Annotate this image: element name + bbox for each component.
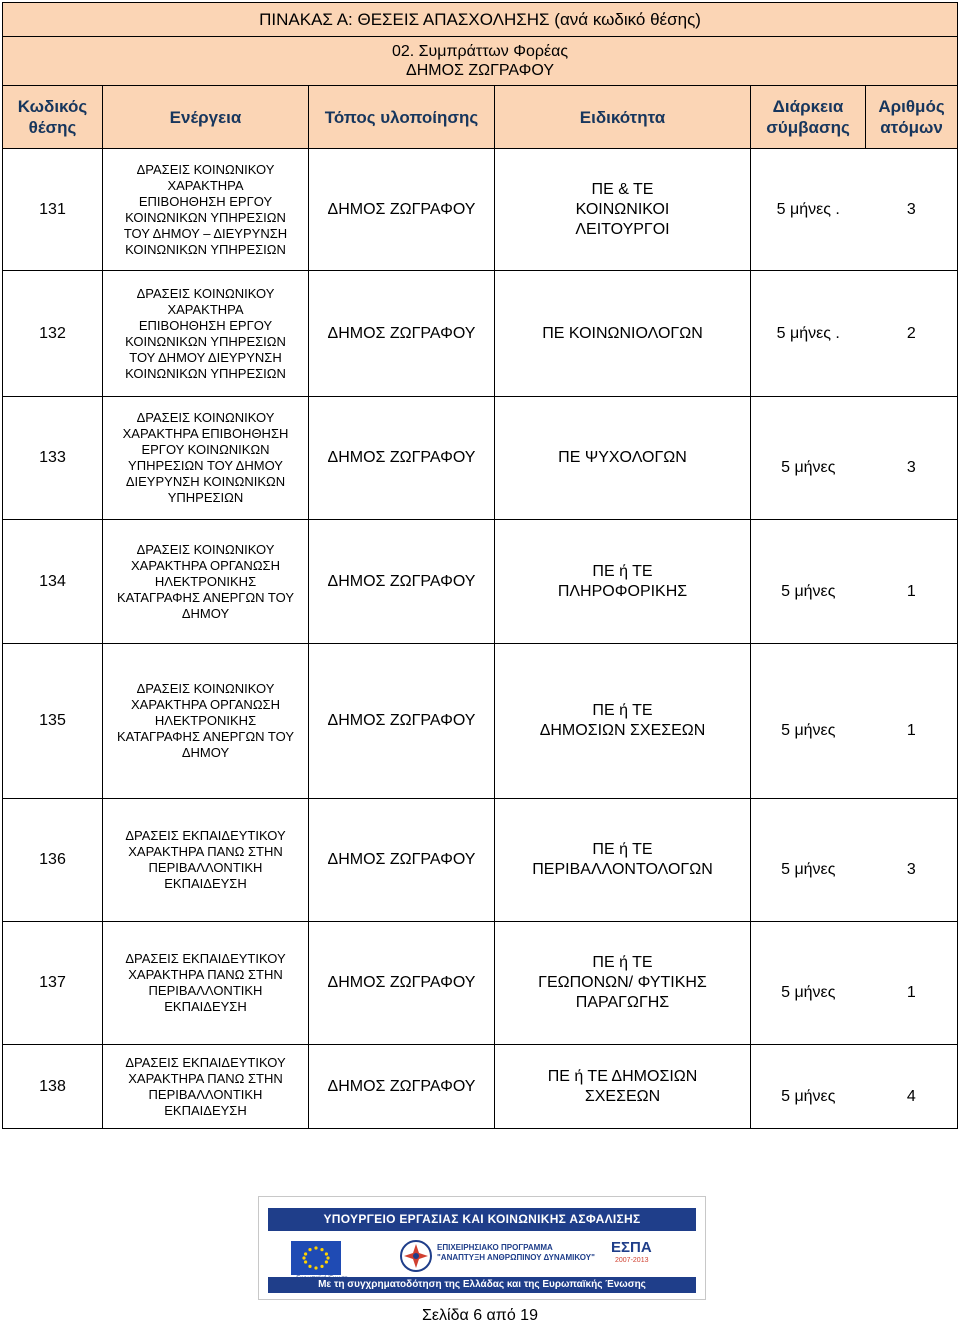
activity-line: ΗΛΕΚΤΡΟΝΙΚΗΣ: [154, 713, 257, 728]
activity-line: ΔΡΑΣΕΙΣ ΚΟΙΝΩΝΙΚΟΥ: [136, 410, 275, 425]
specialty-line: ΔΗΜΟΣΙΩΝ ΣΧΕΣΕΩΝ: [539, 722, 706, 739]
specialty-line: ΠΑΡΑΓΩΓΗΣ: [575, 994, 670, 1011]
activity-cell: [103, 397, 309, 520]
activity-line: ΔΡΑΣΕΙΣ ΕΚΠΑΙΔΕΥΤΙΚΟΥ: [125, 1054, 286, 1070]
activity-line: ΠΕΡΙΒΑΛΛΟΝΤΙΚΗ: [148, 860, 263, 875]
activity-line: ΔΡΑΣΕΙΣ ΕΚΠΑΙΔΕΥΤΙΚΟΥ: [125, 828, 286, 843]
table-row: [3, 520, 958, 644]
activity-line: ΚΟΙΝΩΝΙΚΩΝ ΥΠΗΡΕΣΙΩΝ: [125, 209, 286, 225]
location-cell: ΔΗΜΟΣ ΖΩΓΡΑΦΟΥ: [309, 922, 495, 1045]
activity-line: ΧΑΡΑΚΤΗΡΑ ΠΑΝΩ ΣΤΗΝ: [128, 967, 283, 982]
persons-value: 1: [906, 984, 916, 1001]
specialty-line: ΠΕ ή ΤΕ ΔΗΜΟΣΙΩΝ: [547, 1067, 698, 1085]
activity-line: ΕΚΠΑΙΔΕΥΣΗ: [164, 999, 247, 1014]
activity-line: ΕΠΙΒΟΗΘΗΣΗ ΕΡΓΟΥ: [138, 193, 273, 209]
duration-cell: [751, 799, 866, 922]
activity-line: ΧΑΡΑΚΤΗΡΑ: [167, 301, 244, 317]
duration-value: 5 μήνες: [781, 722, 836, 739]
specialty-cell: [495, 397, 751, 520]
duration-value: 5 μήνες: [781, 459, 836, 476]
location-cell: ΔΗΜΟΣ ΖΩΓΡΑΦΟΥ: [309, 397, 495, 520]
table-row: [3, 271, 958, 397]
position-code: 134: [3, 520, 103, 644]
activity-line: ΕΡΓΟΥ ΚΟΙΝΩΝΙΚΩΝ: [141, 442, 270, 457]
activity-cell: [103, 271, 309, 397]
location-cell: ΔΗΜΟΣ ΖΩΓΡΑΦΟΥ: [309, 149, 495, 271]
specialty-cell: [495, 644, 751, 799]
specialty-cell: [495, 149, 751, 271]
activity-line: ΗΛΕΚΤΡΟΝΙΚΗΣ: [154, 573, 257, 589]
duration-cell: [751, 271, 866, 397]
activity-cell: [103, 520, 309, 644]
persons-cell: [866, 1045, 958, 1129]
cofunding-note: Με τη συγχρηματοδότηση της Ελλάδας και της Ευρωπαϊκής Ένωσης: [268, 1277, 696, 1293]
persons-value: 3: [906, 861, 916, 878]
duration-value: 5 μήνες .: [776, 324, 840, 342]
location-cell: ΔΗΜΟΣ ΖΩΓΡΑΦΟΥ: [309, 271, 495, 397]
duration-value: 5 μήνες: [781, 861, 836, 878]
espa-logo: ΕΣΠΑ 2007-2013: [611, 1239, 652, 1264]
header-code: Κωδικός θέσης: [3, 86, 103, 149]
duration-cell: [751, 922, 866, 1045]
activity-line: ΚΟΙΝΩΝΙΚΩΝ ΥΠΗΡΕΣΙΩΝ: [125, 241, 286, 257]
activity-line: ΧΑΡΑΚΤΗΡΑ ΠΑΝΩ ΣΤΗΝ: [128, 844, 283, 859]
activity-line: ΧΑΡΑΚΤΗΡΑ ΠΑΝΩ ΣΤΗΝ: [128, 1070, 283, 1086]
header-activity: Ενέργεια: [103, 86, 309, 149]
activity-line: ΔΡΑΣΕΙΣ ΚΟΙΝΩΝΙΚΟΥ: [136, 681, 275, 696]
activity-cell: [103, 1045, 309, 1129]
persons-cell: [866, 644, 958, 799]
ministry-title: ΥΠΟΥΡΓΕΙΟ ΕΡΓΑΣΙΑΣ ΚΑΙ ΚΟΙΝΩΝΙΚΗΣ ΑΣΦΑΛΙΣΗΣ: [268, 1208, 696, 1231]
position-code: 137: [3, 922, 103, 1045]
persons-value: 3: [906, 459, 916, 476]
activity-line: ΥΠΗΡΕΣΙΩΝ ΤΟΥ ΔΗΜΟΥ: [128, 458, 283, 473]
activity-line: ΔΡΑΣΕΙΣ ΚΟΙΝΩΝΙΚΟΥ: [136, 541, 275, 557]
persons-cell: [866, 922, 958, 1045]
activity-cell: [103, 644, 309, 799]
specialty-line: ΠΕ ή ΤΕ: [592, 954, 653, 971]
activity-line: ΔΗΜΟΥ: [181, 745, 230, 760]
specialty-line: ΠΕ & ΤΕ: [591, 180, 654, 198]
table-row: [3, 644, 958, 799]
position-code: 136: [3, 799, 103, 922]
specialty-line: ΠΕ ΨΥΧΟΛΟΓΩΝ: [558, 449, 687, 466]
activity-line: ΠΕΡΙΒΑΛΛΟΝΤΙΚΗ: [148, 1086, 263, 1102]
location-cell: ΔΗΜΟΣ ΖΩΓΡΑΦΟΥ: [309, 799, 495, 922]
specialty-line: ΣΧΕΣΕΩΝ: [584, 1087, 661, 1105]
specialty-line: ΓΕΩΠΟΝΩΝ/ ΦΥΤΙΚΗΣ: [538, 974, 707, 991]
persons-cell: [866, 149, 958, 271]
table-row: [3, 149, 958, 271]
activity-cell: [103, 799, 309, 922]
header-location: Τόπος υλοποίησης: [309, 86, 495, 149]
activity-line: ΧΑΡΑΚΤΗΡΑ ΟΡΓΑΝΩΣΗ: [131, 697, 280, 712]
table-title: ΠΙΝΑΚΑΣ Α: ΘΕΣΕΙΣ ΑΠΑΣΧΟΛΗΣΗΣ (ανά κωδικό θέσης): [3, 3, 958, 37]
activity-line: ΧΑΡΑΚΤΗΡΑ: [167, 177, 244, 193]
column-headers: [3, 86, 958, 149]
program-name: ΕΠΙΧΕΙΡΗΣΙΑΚΟ ΠΡΟΓΡΑΜΜΑ "ΑΝΑΠΤΥΞΗ ΑΝΘΡΩΠΙΝΟΥ ΔΥΝΑΜΙΚΟΥ": [437, 1243, 595, 1262]
funding-banner: [258, 1196, 706, 1300]
program-logo-icon: [399, 1239, 433, 1273]
persons-cell: [866, 397, 958, 520]
position-code: 138: [3, 1045, 103, 1129]
duration-cell: [751, 397, 866, 520]
specialty-line: ΠΛΗΡΟΦΟΡΙΚΗΣ: [557, 582, 688, 600]
activity-cell: [103, 149, 309, 271]
persons-cell: [866, 799, 958, 922]
duration-cell: [751, 149, 866, 271]
specialty-cell: [495, 271, 751, 397]
specialty-line: ΠΕ ΚΟΙΝΩΝΙΟΛΟΓΩΝ: [542, 324, 703, 342]
location-cell: ΔΗΜΟΣ ΖΩΓΡΑΦΟΥ: [309, 520, 495, 644]
duration-cell: [751, 644, 866, 799]
duration-value: 5 μήνες: [781, 984, 836, 1001]
location-cell: ΔΗΜΟΣ ΖΩΓΡΑΦΟΥ: [309, 644, 495, 799]
activity-line: ΧΑΡΑΚΤΗΡΑ ΕΠΙΒΟΗΘΗΣΗ: [122, 426, 289, 441]
specialty-line: ΠΕ ή ΤΕ: [592, 562, 653, 580]
header-persons: Αριθμός ατόμων: [866, 86, 958, 149]
eu-flag-icon: [291, 1241, 341, 1275]
specialty-cell: [495, 922, 751, 1045]
activity-line: ΕΚΠΑΙΔΕΥΣΗ: [164, 876, 247, 891]
partner-name: ΔΗΜΟΣ ΖΩΓΡΑΦΟΥ: [406, 62, 554, 79]
table-row: [3, 397, 958, 520]
header-duration: Διάρκεια σύμβασης: [751, 86, 866, 149]
location-cell: ΔΗΜΟΣ ΖΩΓΡΑΦΟΥ: [309, 1045, 495, 1129]
specialty-cell: [495, 1045, 751, 1129]
table-row: [3, 922, 958, 1045]
persons-value: 4: [906, 1087, 916, 1105]
header-specialty: Ειδικότητα: [495, 86, 751, 149]
activity-line: ΔΙΕΥΡΥΝΣΗ ΚΟΙΝΩΝΙΚΩΝ: [125, 474, 286, 489]
activity-line: ΔΡΑΣΕΙΣ ΚΟΙΝΩΝΙΚΟΥ: [136, 161, 275, 177]
activity-line: ΤΟΥ ΔΗΜΟΥ ΔΙΕΥΡΥΝΣΗ: [129, 349, 282, 365]
persons-value: 1: [906, 582, 916, 600]
activity-line: ΕΠΙΒΟΗΘΗΣΗ ΕΡΓΟΥ: [138, 317, 273, 333]
activity-line: ΔΡΑΣΕΙΣ ΕΚΠΑΙΔΕΥΤΙΚΟΥ: [125, 951, 286, 966]
activity-line: ΚΑΤΑΓΡΑΦΗΣ ΑΝΕΡΓΩΝ ΤΟΥ: [117, 589, 294, 605]
persons-value: 2: [906, 324, 916, 342]
table-row: [3, 799, 958, 922]
partner-label: 02. Συμπράττων Φορέας: [391, 43, 569, 60]
position-code: 131: [3, 149, 103, 271]
table-subtitle: [3, 37, 958, 86]
position-code: 133: [3, 397, 103, 520]
page-number: Σελίδα 6 από 19: [422, 1307, 538, 1324]
duration-value: 5 μήνες .: [776, 200, 840, 218]
activity-line: ΠΕΡΙΒΑΛΛΟΝΤΙΚΗ: [148, 983, 263, 998]
duration-cell: [751, 520, 866, 644]
persons-cell: [866, 520, 958, 644]
persons-cell: [866, 271, 958, 397]
specialty-cell: [495, 520, 751, 644]
positions-table: [2, 2, 958, 1129]
specialty-line: ΠΕΡΙΒΑΛΛΟΝΤΟΛΟΓΩΝ: [532, 861, 713, 878]
position-code: 135: [3, 644, 103, 799]
duration-value: 5 μήνες: [781, 1087, 836, 1105]
activity-line: ΧΑΡΑΚΤΗΡΑ ΟΡΓΑΝΩΣΗ: [131, 557, 280, 573]
activity-cell: [103, 922, 309, 1045]
specialty-line: ΚΟΙΝΩΝΙΚΟΙ: [575, 200, 670, 218]
specialty-line: ΛΕΙΤΟΥΡΓΟΙ: [575, 220, 670, 238]
position-code: 132: [3, 271, 103, 397]
activity-line: ΥΠΗΡΕΣΙΩΝ: [167, 490, 244, 505]
persons-value: 1: [906, 722, 916, 739]
activity-line: ΚΑΤΑΓΡΑΦΗΣ ΑΝΕΡΓΩΝ ΤΟΥ: [117, 729, 294, 744]
specialty-line: ΠΕ ή ΤΕ: [592, 702, 653, 719]
table-row: [3, 1045, 958, 1129]
activity-line: ΕΚΠΑΙΔΕΥΣΗ: [164, 1102, 247, 1118]
duration-cell: [751, 1045, 866, 1129]
specialty-line: ΠΕ ή ΤΕ: [592, 841, 653, 858]
activity-line: ΚΟΙΝΩΝΙΚΩΝ ΥΠΗΡΕΣΙΩΝ: [125, 365, 286, 381]
activity-line: ΚΟΙΝΩΝΙΚΩΝ ΥΠΗΡΕΣΙΩΝ: [125, 333, 286, 349]
activity-line: ΤΟΥ ΔΗΜΟΥ – ΔΙΕΥΡΥΝΣΗ: [123, 225, 288, 241]
specialty-cell: [495, 799, 751, 922]
duration-value: 5 μήνες: [781, 582, 836, 600]
activity-line: ΔΗΜΟΥ: [181, 605, 230, 621]
persons-value: 3: [906, 200, 916, 218]
activity-line: ΔΡΑΣΕΙΣ ΚΟΙΝΩΝΙΚΟΥ: [136, 285, 275, 301]
